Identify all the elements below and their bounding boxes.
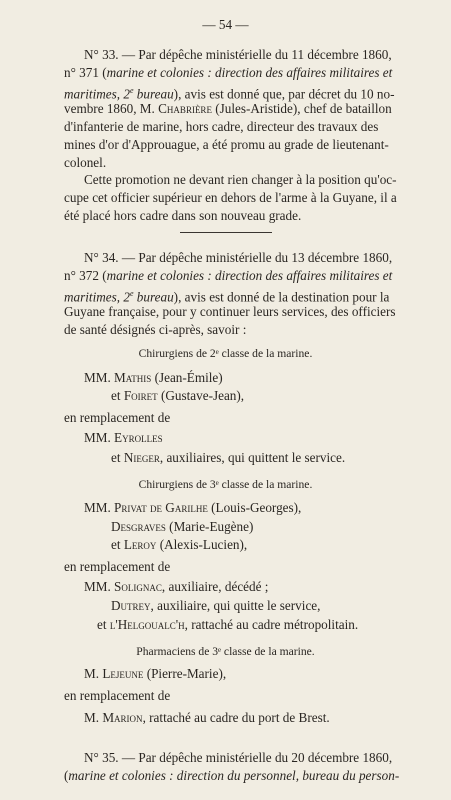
entry-34-line-5: de santé désignés ci-après, savoir :: [64, 322, 247, 337]
replacement-label: en remplacement de: [64, 410, 171, 425]
entry-33-line-9: cupe cet officier supérieur en dehors de l'arme à la Guyane, il a: [64, 190, 397, 205]
page-number: — 54 —: [202, 17, 249, 32]
officer-line: Dutrey, auxiliaire, qui quitte le service,: [111, 598, 321, 613]
entry-34-line-1: N° 34. — Par dépêche ministérielle du 13 décembre 1860,: [84, 250, 393, 265]
officer-line: et Nieger, auxiliaires, qui quittent le service.: [111, 450, 346, 465]
officer-line: et l'Helgoualc'h, rattaché au cadre métropolitain.: [97, 617, 359, 632]
officer-line: et Leroy (Alexis-Lucien),: [111, 537, 248, 552]
entry-33-line-4: vembre 1860, M. Chabrière (Jules-Aristide), chef de bataillon: [64, 101, 392, 116]
entry-33-line-1: N° 33. — Par dépêche ministérielle du 11 décembre 1860,: [84, 47, 392, 62]
entry-34-line-2: n° 372 (marine et colonies : direction des affaires militaires et: [64, 268, 393, 283]
heading-chirurgiens-3e-classe: Chirurgiens de 3ᵉ classe de la marine.: [138, 478, 313, 491]
entry-34-line-4: Guyane française, pour y continuer leurs services, des officiers: [64, 304, 396, 319]
entry-34-line-3: maritimes, 2e bureau), avis est donné de la destination pour la: [64, 289, 390, 305]
entry-33-line-5: d'infanterie de marine, hors cadre, directeur des travaux des: [64, 119, 379, 134]
officer-line: M. Marion, rattaché au cadre du port de Brest.: [84, 710, 330, 725]
entry-33-line-2: n° 371 (marine et colonies : direction des affaires militaires et: [64, 65, 393, 80]
heading-pharmaciens-3e-classe: Pharmaciens de 3ᵉ classe de la marine.: [136, 645, 315, 658]
officer-line: MM. Mathis (Jean-Émile): [84, 370, 223, 385]
entry-33-line-6: mines d'or d'Approuague, a été promu au grade de lieutenant-: [64, 137, 389, 152]
entry-33-line-7: colonel.: [64, 155, 107, 170]
officer-line: MM. Solignac, auxiliaire, décédé ;: [84, 579, 269, 594]
officer-line: et Foiret (Gustave-Jean),: [111, 388, 245, 403]
replacement-label: en remplacement de: [64, 559, 171, 574]
entry-33-line-3: maritimes, 2e bureau), avis est donné que, par décret du 10 no-: [64, 86, 395, 102]
entry-35-line-2: (marine et colonies : direction du personnel, bureau du person-: [64, 768, 400, 783]
officer-line: Desgraves (Marie-Eugène): [111, 519, 254, 534]
replacement-label: en remplacement de: [64, 688, 171, 703]
entry-33-line-8: Cette promotion ne devant rien changer à la position qu'oc-: [84, 172, 397, 187]
heading-chirurgiens-2e-classe: Chirurgiens de 2ᵉ classe de la marine.: [138, 347, 313, 360]
entry-35-line-1: N° 35. — Par dépêche ministérielle du 20 décembre 1860,: [84, 750, 393, 765]
entry-33-line-10: été placé hors cadre dans son nouveau grade.: [64, 208, 302, 223]
officer-line: MM. Privat de Garilhe (Louis-Georges),: [84, 500, 302, 515]
officer-line: M. Lejeune (Pierre-Marie),: [84, 666, 227, 681]
section-divider: [180, 232, 272, 233]
officer-line: MM. Eyrolles: [84, 430, 163, 445]
